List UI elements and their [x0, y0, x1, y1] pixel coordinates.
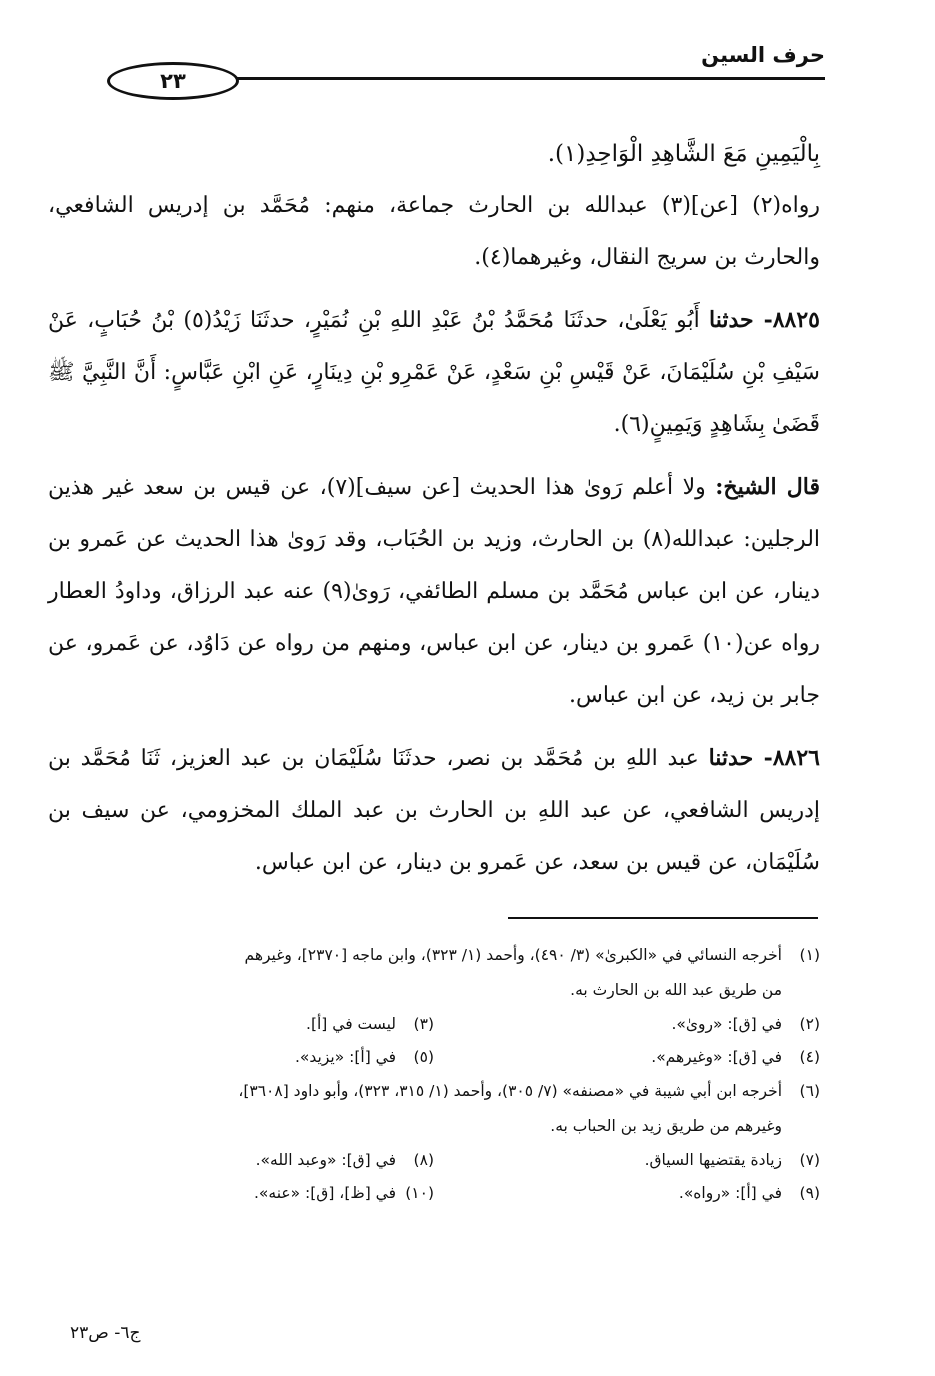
- footnote-number: (١٠): [405, 1184, 434, 1202]
- footnote-number: (٥): [413, 1048, 434, 1066]
- hadith-number: ٨٨٢٥- حدثنا: [709, 307, 820, 333]
- footnote-text: في [ق]: «روىٰ».: [671, 1015, 782, 1033]
- footnote-text: في [ق]: «وعبد الله».: [255, 1151, 396, 1169]
- footnote-1: [48, 938, 820, 973]
- footnote-number: (٢): [799, 1015, 820, 1033]
- footnote-6: [48, 1074, 820, 1109]
- footnote-row: [48, 1008, 820, 1041]
- volume-page-reference: ج٦- ص٢٣: [70, 1323, 141, 1343]
- footnote-number: (٦): [799, 1082, 820, 1100]
- footnote-text: في [ق]: «وغيرهم».: [651, 1048, 782, 1066]
- footnote-text: في [ظ]، [ق]: «عنه».: [253, 1184, 396, 1202]
- hadith-8825: [48, 294, 820, 451]
- footnote-number: (٧): [799, 1151, 820, 1169]
- footnote-5: [48, 1041, 434, 1074]
- sheikh-comment: [48, 461, 820, 722]
- page-header: [55, 40, 825, 106]
- page-number-badge: ٢٣: [107, 62, 239, 100]
- footnote-4: [434, 1041, 820, 1074]
- hadith-text: أَبُو يَعْلَىٰ، حدثَنَا مُحَمَّدُ بْنُ عَبْدِ اللهِ بْنِ نُمَيْرٍ، حدثَنَا زَيْدُ(٥) بْنُ حُبَابٍ، عَنْ سَيْفِ بْنِ سُلَيْمَانَ، عَنْ قَيْسِ بْنِ سَعْدٍ، عَنْ عَمْرِو بْنِ دِينَارٍ، عَنِ ابْنِ عَبَّاسٍ: أَنَّ النَّبِيَّ ﷺ قَضَىٰ بِشَاهِدٍ وَيَمِينٍ(٦).: [48, 308, 820, 437]
- footnote-6-continued: وغيرهم من طريق زيد بن الحباب به.: [550, 1117, 782, 1135]
- hadith-8826: [48, 732, 820, 889]
- footnote-number: (٤): [799, 1048, 820, 1066]
- footnote-2: [434, 1008, 820, 1041]
- footnote-row: [48, 1144, 820, 1177]
- header-rule: [190, 77, 825, 80]
- footnote-number: (٩): [799, 1184, 820, 1202]
- chapter-title: حرف السين: [701, 43, 825, 67]
- hadith-text: عبد اللهِ بن مُحَمَّد بن نصر، حدثَنَا سُلَيْمَان بن عبد العزيز، ثَنَا مُحَمَّد بن إدريس الشافعي، عن عبد اللهِ بن الحارث بن عبد الملك المخزومي، عن سيف بن سُلَيْمَان، عن قيس بن سعد، عن عَمرو بن دينار، عن ابن عباس.: [48, 746, 820, 875]
- footnote-row: [48, 1041, 820, 1074]
- footnote-9: [434, 1177, 820, 1210]
- comment-text: ولا أعلم رَوىٰ هذا الحديث [عن سيف](٧)، عن قيس بن سعد غير هذين الرجلين: عبدالله(٨) بن الحارث، وزيد بن الحُبَاب، وقد رَوىٰ هذا الحديث عن عَمرو بن دينار، عن ابن عباس مُحَمَّد بن مسلم الطائفي، رَوىٰ(٩) عنه عبد الرزاق، وداودُ العطار رواه عن(١٠) عَمرو بن دينار، عن ابن عباس، ومنهم من رواه عن دَاوُد، عن عَمرو، عن جابر بن زيد، عن ابن عباس.: [48, 475, 821, 708]
- footnote-text: في [أ]: «رواه».: [678, 1184, 782, 1202]
- footnote-text: أخرجه النسائي في «الكبرىٰ» (٣/ ٤٩٠)، وأحمد (١/ ٣٢٣)، وابن ماجه [٢٣٧٠]، وغيرهم: [244, 946, 782, 964]
- main-text: [48, 128, 820, 889]
- footnote-3: [48, 1008, 434, 1041]
- footnote-1-continued: من طريق عبد الله بن الحارث به.: [570, 981, 782, 999]
- footnote-number: (٨): [413, 1151, 434, 1169]
- hadith-number: ٨٨٢٦- حدثنا: [708, 745, 820, 771]
- footnote-row: [48, 1177, 820, 1210]
- footnote-8: [48, 1144, 434, 1177]
- footnote-10: [48, 1177, 434, 1210]
- footnote-7: [434, 1144, 820, 1177]
- paragraph: رواه(٢) [عن](٣) عبدالله بن الحارث جماعة، منهم: مُحَمَّد بن إدريس الشافعي، والحارث بن سريج النقال، وغيرهما(٤).: [48, 193, 821, 270]
- comment-label: قال الشيخ:: [715, 474, 820, 500]
- footnote-number: (٣): [413, 1015, 434, 1033]
- footnote-text: أخرجه ابن أبي شيبة في «مصنفه» (٧/ ٣٠٥)، وأحمد (١/ ٣١٥، ٣٢٣)، وأبو داود [٣٦٠٨]،: [238, 1082, 782, 1100]
- text-line: بِالْيَمِينِ مَعَ الشَّاهِدِ الْوَاحِدِ(١).: [547, 141, 820, 167]
- footnotes: [48, 938, 820, 1210]
- footnote-text: زيادة يقتضيها السياق.: [644, 1151, 782, 1169]
- footnote-number: (١): [799, 946, 820, 964]
- footnote-divider: [508, 917, 818, 919]
- footnote-text: ليست في [أ].: [306, 1015, 396, 1033]
- footnote-text: في [أ]: «يزيد».: [294, 1048, 396, 1066]
